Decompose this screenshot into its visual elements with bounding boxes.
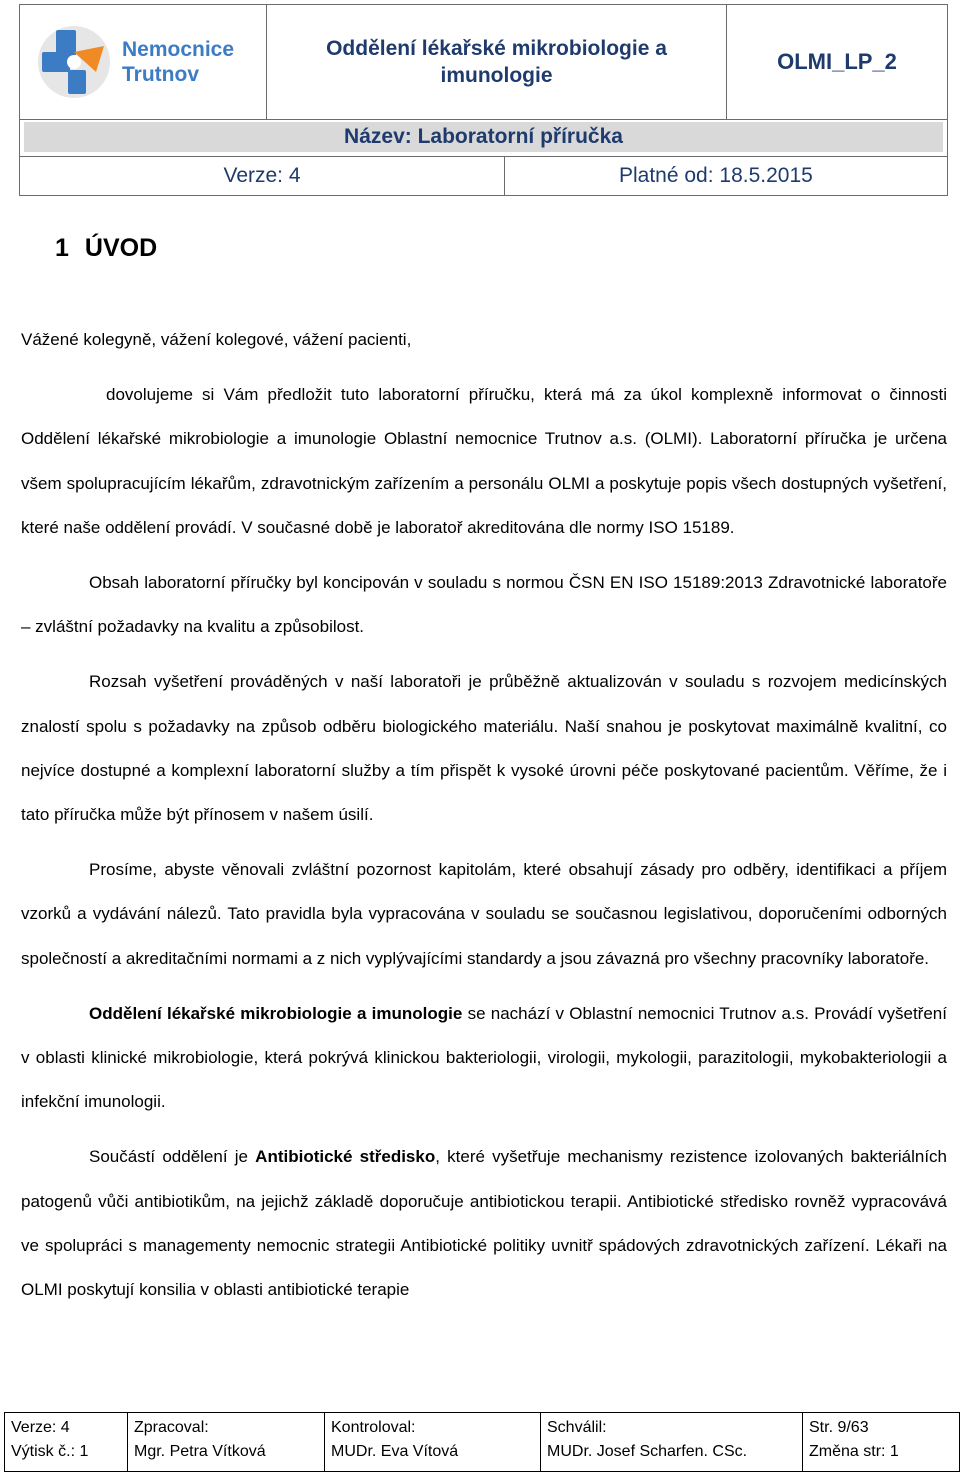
document-header [19, 4, 948, 195]
logo-line-2: Trutnov [122, 63, 199, 86]
hospital-logo-icon [34, 22, 114, 102]
antibiotic-intro: Součástí oddělení je [89, 1147, 256, 1167]
document-title: Název: Laboratorní příručka [344, 125, 623, 148]
logo-line-1: Nemocnice [122, 38, 235, 61]
header-top-row [19, 4, 948, 120]
footer-prepared-cell [128, 1413, 325, 1471]
doc-code-cell [727, 5, 947, 119]
footer-approved-by: MUDr. Josef Scharfen. CSc. [547, 1443, 748, 1460]
department-name: Oddělení lékařské mikrobiologie a imunologie [326, 37, 667, 87]
footer-version-cell [5, 1413, 128, 1471]
footer-change: Změna str: 1 [809, 1443, 899, 1460]
department-text: se nachází v Oblastní nemocnici Trutnov a.s. Provádí vyšetření v oblasti klinické mikrobiologie, která pokrývá klinickou bakteriologii, virologii, mykologii, parazitologii, mykobakteriologii a infekční imunologii. [21, 1003, 947, 1112]
department-bold: Oddělení lékařské mikrobiologie a imunologie [89, 1003, 463, 1023]
footer-prepared-by: Mgr. Petra Vítková [134, 1443, 266, 1460]
footer-approved-label: Schválil: [547, 1419, 607, 1436]
header-title-row [19, 118, 948, 156]
paragraph-standard: Obsah laboratorní příručky byl koncipován v souladu s normou ČSN EN ISO 15189:2013 Zdravotnické laboratoře – zvláštní požadavky na kvalitu a způsobilost. [21, 573, 947, 637]
hospital-logo [34, 22, 234, 102]
title-bar [24, 122, 943, 152]
paragraph-department [21, 992, 947, 1125]
footer-prepared-label: Zpracoval: [134, 1419, 209, 1436]
section-number: 1 [55, 234, 69, 262]
document-body [21, 318, 947, 1312]
version-label: Verze: 4 [20, 157, 505, 195]
antibiotic-bold: Antibiotické středisko [255, 1147, 436, 1167]
antibiotic-text: , které vyšetřuje mechanismy rezistence izolovaných bakteriálních patogenů vůči antibiotikům, na jejichž základě doporučuje antibiotickou terapii. Antibiotické středisko rovněž vypracovává ve spolupráci s managementy nemocnic strategii Antibiotické politiky uvnitř spádových zdravotnických zařízení. Lékaři na OLMI poskytují konsilia v oblasti antibiotické terapie [21, 1147, 947, 1300]
footer-version: Verze: 4 [11, 1419, 70, 1436]
footer-checked-cell [325, 1413, 541, 1471]
greeting: Vážené kolegyně, vážení kolegové, vážení pacienti, [21, 330, 412, 349]
paragraph-rules: Prosíme, abyste věnovali zvláštní pozornost kapitolám, které obsahují zásady pro odběry, identifikaci a příjem vzorků a vydávání nálezů. Tato pravidla byla vypracována v souladu se současnou legislativou, doporučeními odborných společností a akreditačními normami a z nich vyplývajícími standardy a jsou závazná pro všechny pracovníky laboratoře. [21, 860, 947, 968]
footer-copy: Výtisk č.: 1 [11, 1443, 89, 1460]
logo-cell [20, 5, 267, 119]
logo-text [122, 37, 234, 87]
department-cell [267, 5, 727, 119]
header-version-row [19, 156, 948, 196]
paragraph-scope: Rozsah vyšetření prováděných v naší laboratoři je průběžně aktualizován v souladu s rozvojem medicínských znalostí spolu s požadavky na způsob odběru biologického materiálu. Naší snahou je poskytovat maximálně kvalitní, co nejvíce dostupné a komplexní laboratorní služby a tím přispět k vysoké úrovni péče poskytované pacientům. Věříme, že i tato příručka může být přínosem v našem úsilí. [21, 672, 947, 825]
footer-page-cell [803, 1413, 959, 1471]
footer-checked-by: MUDr. Eva Vítová [331, 1443, 459, 1460]
footer-approved-cell [541, 1413, 803, 1471]
doc-code: OLMI_LP_2 [777, 49, 897, 74]
document-footer [4, 1412, 960, 1472]
paragraph-intro: dovolujeme si Vám předložit tuto laboratorní příručku, která má za úkol komplexně informovat o činnosti Oddělení lékařské mikrobiologie a imunologie Oblastní nemocnice Trutnov a.s. (OLMI). Laboratorní příručka je určena všem spolupracujícím lékařům, zdravotnickým zařízením a personálu OLMI a poskytuje popis všech dostupných vyšetření, které naše oddělení provádí. V současné době je laboratoř akreditována dle normy ISO 15189. [21, 385, 947, 537]
footer-checked-label: Kontroloval: [331, 1419, 416, 1436]
paragraph-antibiotic-center [21, 1135, 947, 1312]
section-heading [55, 234, 173, 263]
section-title: ÚVOD [84, 234, 158, 262]
valid-from-label: Platné od: 18.5.2015 [619, 164, 813, 187]
footer-page: Str. 9/63 [809, 1419, 869, 1436]
